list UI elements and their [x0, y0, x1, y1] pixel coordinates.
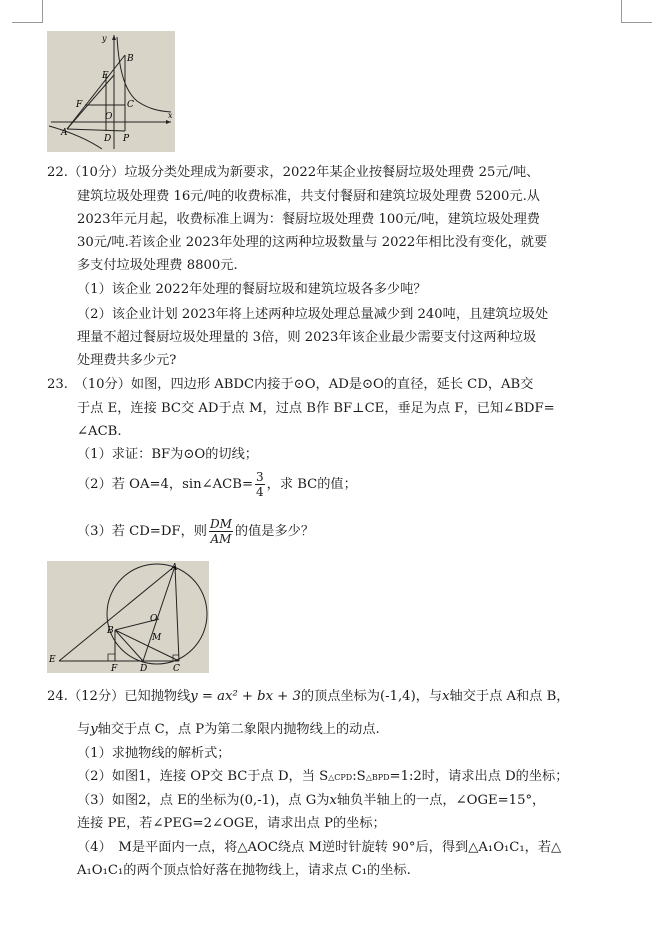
fig1-label-P: P: [123, 134, 130, 144]
q24-line-2-b: 轴交于点 C，点 P为第二象限内抛物线上的动点.: [97, 722, 380, 737]
fig1-label-x: x: [168, 111, 173, 120]
fig2-label-E: E: [49, 655, 56, 665]
fig1-label-O: O: [105, 112, 113, 122]
q23-sub-2: [77, 470, 357, 499]
fig2-label-C: C: [173, 664, 180, 673]
q22-sub-2c: 处理费共多少元?: [77, 353, 177, 368]
q23-line-1: 23. （10分）如图，四边形 ABDC内接于⊙O，AD是⊙O的直径，延长 CD，AB交: [47, 377, 534, 392]
fig2-label-A: A: [171, 563, 178, 573]
q23-line-3: ∠ACB.: [77, 424, 122, 439]
q24-sub-2: [77, 768, 568, 787]
q24-sub-3-a: （3）如图2，点 E的坐标为(0,-1)，点 G为: [77, 793, 330, 808]
fraction-denominator: 4: [256, 485, 264, 499]
fig1-label-A: A: [61, 128, 68, 138]
fraction-denominator: AM: [210, 532, 232, 546]
q23-sub-3-pre: （3）若 CD=DF，则: [77, 524, 207, 539]
fig1-label-F: F: [76, 100, 83, 110]
q22-line-4: 30元/吨.若该企业 2023年处理的这两种垃圾数量与 2022年相比没有变化，就要: [77, 235, 548, 250]
fraction-numerator: 3: [256, 470, 264, 484]
fig1-label-B: B: [127, 54, 134, 64]
fig2-label-O: O: [150, 614, 158, 624]
fraction-numerator: DM: [209, 517, 232, 531]
q23-sub-2-post: ，求 BC的值；: [266, 477, 357, 492]
figure-hyperbola: [47, 31, 175, 152]
fig2-label-F: F: [111, 664, 118, 673]
crop-mark-left: [12, 0, 43, 23]
x-var: x: [442, 689, 450, 704]
q24-line-2-a: 与: [77, 722, 91, 737]
q23-line-2: 于点 E，连接 BC交 AD于点 M，过点 B作 BF⊥CE，垂足为点 F，已知∠BDF=: [77, 401, 555, 416]
subscript-cpd: △CPD: [328, 773, 353, 782]
q22-line-5: 多支付垃圾处理费 8800元.: [77, 258, 238, 273]
q24-sub-2-b: :S: [352, 769, 366, 784]
q24-line-1-c: 轴交于点 A和点 B，: [449, 689, 570, 704]
fig2-label-B: B: [107, 626, 114, 636]
q22-line-1: 22.（10分）垃圾分类处理成为新要求，2022年某企业按餐厨垃圾处理费 25元/吨、: [47, 165, 540, 180]
q24-line-1: [47, 688, 569, 706]
fig1-label-D: D: [104, 134, 112, 144]
q24-sub-2-a: （2）如图1，连接 OP交 BC于点 D，当 S: [77, 769, 329, 784]
q23-sub-3: [77, 517, 314, 546]
q24-line-1-b: 的顶点坐标为(-1,4)，与: [300, 689, 443, 704]
q24-sub-3-b: 轴负半轴上的一点，∠OGE=15°，: [336, 793, 546, 808]
figure-circle: [47, 561, 209, 673]
q24-line-2: [77, 721, 380, 739]
q23-sub-3-post: 的值是多少？: [234, 524, 315, 539]
q22-line-3: 2023年元月起，收费标准上调为：餐厨垃圾处理费 100元/吨，建筑垃圾处理费: [77, 212, 540, 227]
x-var: x: [329, 793, 337, 808]
q22-sub-2a: （2）该企业计划 2023年将上述两种垃圾处理总量减少到 240吨，且建筑垃圾处: [77, 307, 549, 322]
q22-sub-1: （1）该企业 2022年处理的餐厨垃圾和建筑垃圾各多少吨？: [77, 282, 427, 297]
q24-sub-3-line-2: 连接 PE，若∠PEG=2∠OGE，请求出点 P的坐标；: [77, 816, 386, 831]
fraction-dm-am: [209, 517, 233, 546]
fig1-label-y: y: [102, 34, 107, 43]
fig1-label-E: E: [102, 71, 109, 81]
q24-sub-1: （1）求抛物线的解析式；: [77, 746, 231, 761]
fig2-label-D: D: [140, 664, 148, 673]
q24-sub-4-line-1: （4） M是平面内一点，将△AOC绕点 M逆时针旋转 90°后，得到△A₁O₁C₁，若△: [77, 840, 562, 855]
q24-line-1-a: 24.（12分）已知抛物线: [47, 689, 191, 704]
q24-sub-4-line-2: A₁O₁C₁的两个顶点恰好落在抛物线上，请求点 C₁的坐标.: [77, 863, 411, 878]
y-var: y: [90, 722, 98, 737]
q22-sub-2b: 理量不超过餐厨垃圾处理量的 3倍，则 2023年该企业最少需要支付这两种垃圾: [77, 330, 537, 345]
q24-sub-3: [77, 792, 545, 810]
q22-line-2: 建筑垃圾处理费 16元/吨的收费标准，共支付餐厨和建筑垃圾处理费 5200元.从: [77, 189, 540, 204]
q23-sub-2-pre: （2）若 OA=4，sin∠ACB=: [77, 477, 253, 492]
fig1-label-C: C: [127, 100, 134, 110]
parabola-equation: y = ax² + bx + 3: [190, 689, 301, 704]
fraction-three-quarters: [255, 470, 265, 499]
q23-sub-1: （1）求证：BF为⊙O的切线；: [77, 447, 258, 462]
subscript-bpd: △BPD: [365, 773, 390, 782]
fig2-label-M: M: [152, 633, 162, 643]
q24-sub-2-c: =1:2时，请求出点 D的坐标；: [389, 769, 569, 784]
crop-mark-right: [621, 0, 652, 23]
